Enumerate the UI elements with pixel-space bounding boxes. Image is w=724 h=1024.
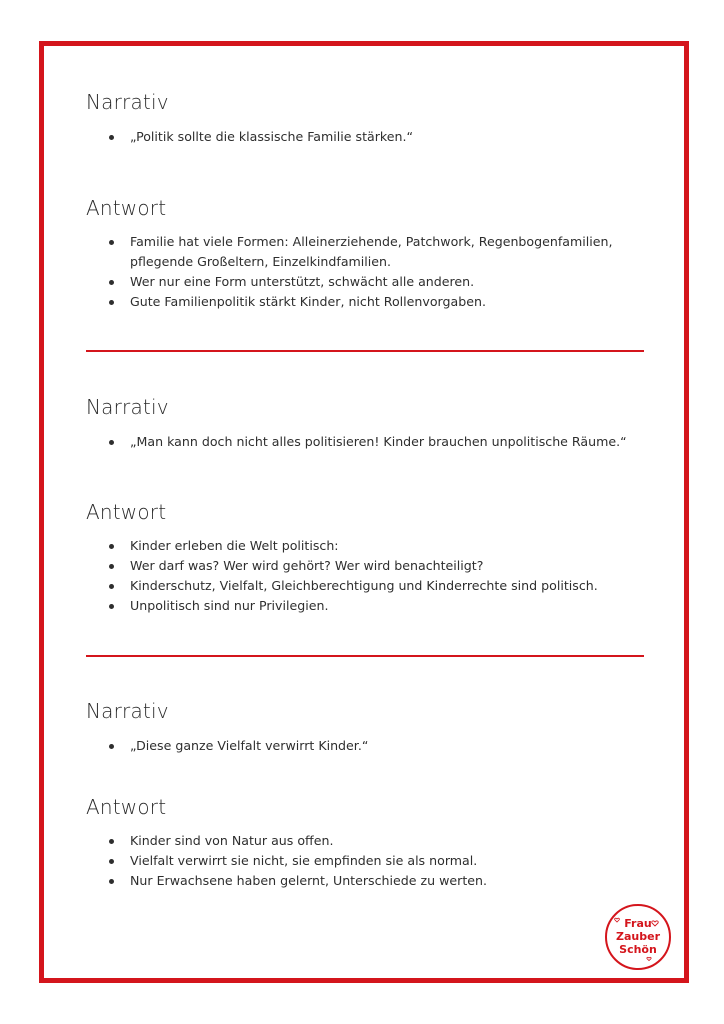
- narrativ-section-3: [86, 699, 656, 756]
- narrativ-list: [86, 736, 656, 756]
- logo-wordmark: [609, 908, 667, 966]
- heart-icon: [615, 918, 620, 922]
- narrativ-section-2: [86, 395, 656, 452]
- antwort-list: [86, 232, 656, 312]
- heart-icon: [652, 921, 658, 926]
- list-item: Kinder sind von Natur aus offen.: [86, 831, 656, 851]
- list-item: Wer nur eine Form unterstützt, schwächt alle anderen.: [86, 272, 656, 292]
- list-item: Unpolitisch sind nur Privilegien.: [86, 596, 656, 616]
- antwort-heading: Antwort: [86, 196, 167, 220]
- list-item: „Diese ganze Vielfalt verwirrt Kinder.“: [86, 736, 656, 756]
- list-item: Vielfalt verwirrt sie nicht, sie empfinden sie als normal.: [86, 851, 656, 871]
- logo-line-2: Zauber: [616, 930, 660, 943]
- list-item: Gute Familienpolitik stärkt Kinder, nicht Rollenvorgaben.: [86, 292, 656, 312]
- narrativ-heading: Narrativ: [86, 395, 169, 419]
- antwort-heading: Antwort: [86, 500, 167, 524]
- antwort-heading: Antwort: [86, 795, 167, 819]
- list-item: Wer darf was? Wer wird gehört? Wer wird benachteiligt?: [86, 556, 656, 576]
- list-item: „Politik sollte die klassische Familie stärken.“: [86, 127, 656, 147]
- logo-line-3: Schön: [619, 943, 657, 956]
- list-item: „Man kann doch nicht alles politisieren! Kinder brauchen unpolitische Räume.“: [86, 432, 656, 452]
- narrativ-section-1: [86, 90, 656, 147]
- logo-line-1: Frau: [624, 917, 652, 930]
- antwort-section-2: [86, 500, 656, 616]
- narrativ-list: [86, 432, 656, 452]
- section-divider: [86, 655, 644, 657]
- frau-zauber-schoen-logo: [605, 904, 671, 970]
- narrativ-heading: Narrativ: [86, 90, 169, 114]
- antwort-list: [86, 831, 656, 891]
- list-item: Kinder erleben die Welt politisch:: [86, 536, 656, 556]
- list-item: Kinderschutz, Vielfalt, Gleichberechtigung und Kinderrechte sind politisch.: [86, 576, 656, 596]
- list-item: Familie hat viele Formen: Alleinerziehende, Patchwork, Regenbogenfamilien, pflegende Großeltern, Einzelkindfamilien.: [86, 232, 656, 272]
- narrativ-heading: Narrativ: [86, 699, 169, 723]
- antwort-section-3: [86, 795, 656, 891]
- section-divider: [86, 350, 644, 352]
- antwort-list: [86, 536, 656, 616]
- list-item: Nur Erwachsene haben gelernt, Unterschiede zu werten.: [86, 871, 656, 891]
- heart-icon: [647, 957, 651, 960]
- antwort-section-1: [86, 196, 656, 312]
- narrativ-list: [86, 127, 656, 147]
